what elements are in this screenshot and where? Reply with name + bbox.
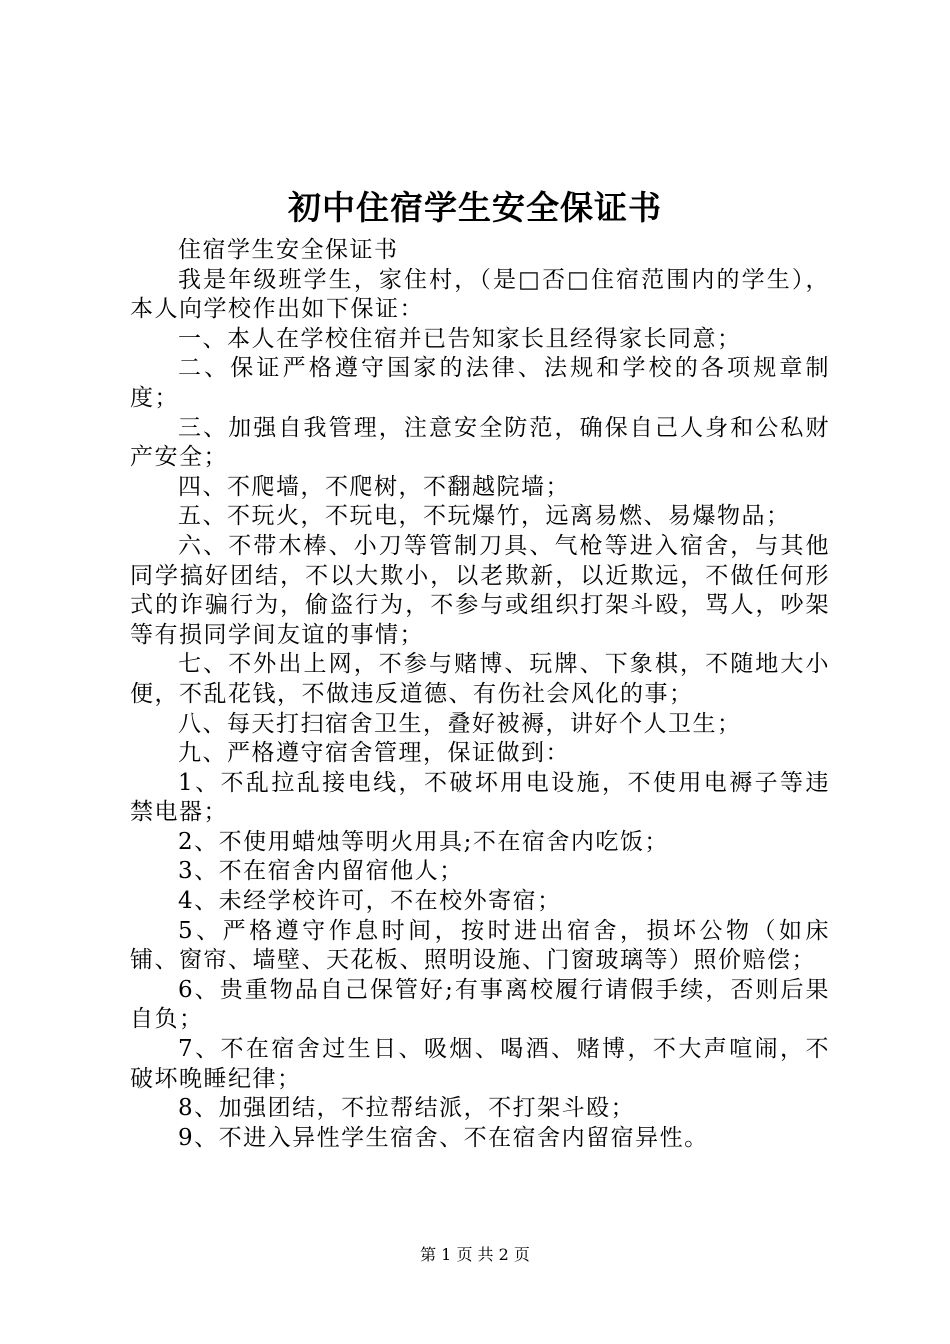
paragraph-heading: 住宿学生安全保证书 [178,237,399,263]
paragraph-subitem-3: 3、不在宿舍内留宿他人； [178,858,464,885]
paragraph-subitem-1: 1、不乱拉乱接电线，不破坏用电设施，不使用电褥子等违禁电器； [130,769,830,826]
paragraph-item-3: 三、加强自我管理，注意安全防范，确保自己人身和公私财产安全； [130,414,830,471]
paragraph-item-7: 七、不外出上网，不参与赌博、玩牌、下象棋，不随地大小便，不乱花钱，不做违反道德、有伤社会风化的事； [130,651,830,707]
document-title: 初中住宿学生安全保证书 [288,188,662,227]
document-body [130,236,830,1153]
paragraph-item-5: 五、不玩火，不玩电，不玩爆竹，远离易燃、易爆物品； [178,503,791,530]
paragraph-subitem-9: 9、不进入异性学生宿舍、不在宿舍内留宿异性。 [178,1124,709,1151]
paragraph-subitem-5: 5、严格遵守作息时间，按时进出宿舍，损坏公物（如床铺、窗帘、墙壁、天花板、照明设施、门窗玻璃等）照价赔偿； [130,917,830,974]
paragraph-item-8: 八、每天打扫宿舍卫生，叠好被褥，讲好个人卫生； [178,710,742,737]
paragraph-item-9: 九、严格遵守宿舍管理，保证做到： [178,740,570,767]
paragraph-subitem-2: 2、不使用蜡烛等明火用具;不在宿舍内吃饭； [178,828,669,855]
paragraph-subitem-4: 4、未经学校许可，不在校外寄宿； [178,888,562,915]
paragraph-item-2: 二、保证严格遵守国家的法律、法规和学校的各项规章制度； [130,355,830,411]
paragraph-subitem-8: 8、加强团结，不拉帮结派，不打架斗殴； [178,1095,636,1122]
page-number-footer: 第 1 页 共 2 页 [420,1245,530,1264]
paragraph-item-6: 六、不带木棒、小刀等管制刀具、气枪等进入宿舍，与其他同学搞好团结，不以大欺小，以老欺新，以近欺远，不做任何形式的诈骗行为，偷盗行为，不参与或组织打架斗殴，骂人，吵架等有损同学间友谊的事情； [130,532,830,648]
paragraph-subitem-7: 7、不在宿舍过生日、吸烟、喝酒、赌博，不大声喧闹，不破坏晚睡纪律； [130,1036,830,1092]
paragraph-subitem-6: 6、贵重物品自己保管好;有事离校履行请假手续，否则后果自负； [130,976,830,1033]
paragraph-item-1: 一、本人在学校住宿并已告知家长且经得家长同意； [178,325,742,352]
paragraph-item-4: 四、不爬墙，不爬树，不翻越院墙； [178,473,570,500]
paragraph-intro: 我是年级班学生，家住村，（是□否□住宿范围内的学生），本人向学校作出如下保证： [130,266,830,323]
